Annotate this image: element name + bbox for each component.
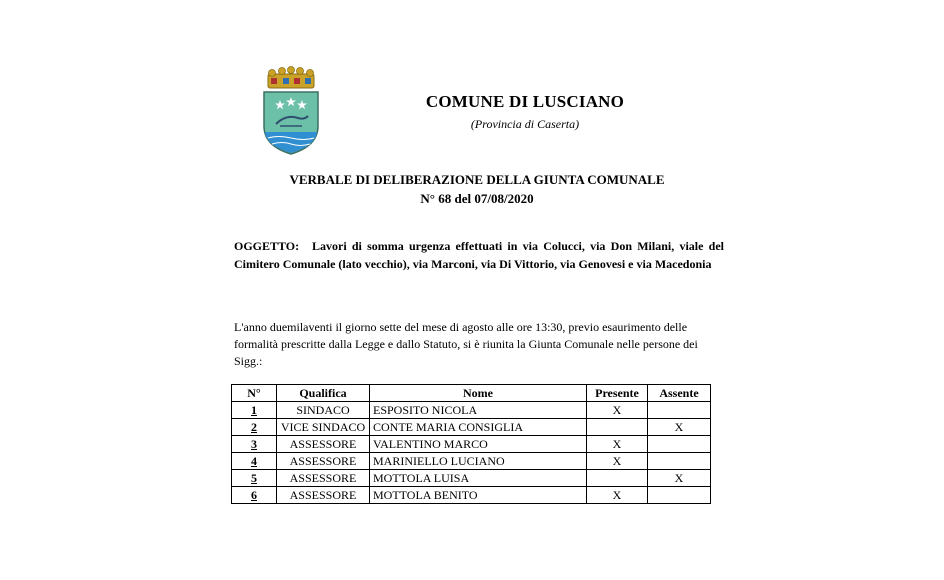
row-assente	[648, 453, 711, 470]
header-assente: Assente	[648, 385, 711, 402]
row-presente: X	[587, 402, 648, 419]
members-table	[231, 384, 711, 504]
table-row	[232, 436, 711, 453]
row-presente: X	[587, 436, 648, 453]
row-number: 1	[251, 403, 257, 417]
oggetto-text: Lavori di somma urgenza effettuati in via Colucci, via Don Milani, viale del Cimitero Comunale (lato vecchio), via Marconi, via Di Vittorio, via Genovesi e via Macedonia	[234, 239, 724, 271]
row-number: 2	[251, 420, 257, 434]
row-assente	[648, 436, 711, 453]
oggetto-label: OGGETTO:	[234, 239, 300, 253]
table-row	[232, 470, 711, 487]
row-presente: X	[587, 453, 648, 470]
row-presente	[587, 470, 648, 487]
intro-paragraph: L'anno duemilaventi il giorno sette del mese di agosto alle ore 13:30, previo esaurimento delle formalità prescritte dalla Legge e dallo Statuto, si è riunita la Giunta Comunale nelle persone dei Sigg.:	[234, 320, 698, 368]
row-presente: X	[587, 487, 648, 504]
row-qualifica: ASSESSORE	[277, 436, 370, 453]
row-qualifica: VICE SINDACO	[277, 419, 370, 436]
oggetto-section	[234, 237, 724, 273]
row-assente: X	[648, 419, 711, 436]
verbale-title: VERBALE DI DELIBERAZIONE DELLA GIUNTA COMUNALE	[289, 172, 665, 187]
header-nome: Nome	[370, 385, 587, 402]
row-number: 6	[251, 488, 257, 502]
row-number: 4	[251, 454, 257, 468]
header-n: N°	[232, 385, 277, 402]
table-row	[232, 419, 711, 436]
table-header-row	[232, 385, 711, 402]
row-nome: MARINIELLO LUCIANO	[370, 453, 587, 470]
coat-of-arms-icon	[258, 66, 324, 156]
row-nome: CONTE MARIA CONSIGLIA	[370, 419, 587, 436]
provincia: (Provincia di Caserta)	[470, 117, 580, 131]
row-assente	[648, 487, 711, 504]
header	[396, 92, 654, 132]
row-presente	[587, 419, 648, 436]
row-number: 5	[251, 471, 257, 485]
row-nome: MOTTOLA BENITO	[370, 487, 587, 504]
row-nome: MOTTOLA LUISA	[370, 470, 587, 487]
header-qualifica: Qualifica	[277, 385, 370, 402]
table-row	[232, 487, 711, 504]
row-assente	[648, 402, 711, 419]
table-row	[232, 453, 711, 470]
row-qualifica: SINDACO	[277, 402, 370, 419]
row-nome: ESPOSITO NICOLA	[370, 402, 587, 419]
table-row	[232, 402, 711, 419]
verbale-number: N° 68 del 07/08/2020	[420, 191, 534, 206]
row-assente: X	[648, 470, 711, 487]
row-qualifica: ASSESSORE	[277, 487, 370, 504]
comune-name: COMUNE DI LUSCIANO	[425, 92, 625, 111]
row-qualifica: ASSESSORE	[277, 453, 370, 470]
row-qualifica: ASSESSORE	[277, 470, 370, 487]
row-number: 3	[251, 437, 257, 451]
row-nome: VALENTINO MARCO	[370, 436, 587, 453]
header-presente: Presente	[587, 385, 648, 402]
